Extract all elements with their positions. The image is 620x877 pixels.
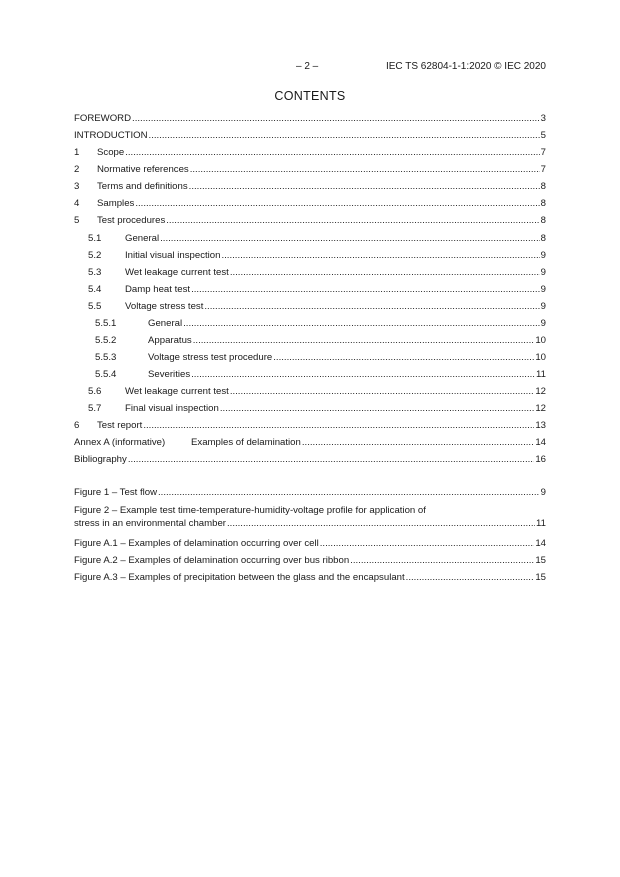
toc-entry-6[interactable] [74,419,546,432]
toc-page: 9 [540,284,546,295]
toc-entry-5-1[interactable] [74,232,546,245]
toc-entry-3[interactable] [74,180,546,193]
toc-number: 5.2 [88,250,102,261]
toc-number: 6 [74,420,80,431]
toc-leader [406,572,535,584]
toc-entry-5-5[interactable] [74,300,546,313]
toc-number: Annex A (informative) [74,437,166,448]
toc-page: 7 [540,164,546,175]
toc-leader [189,181,540,193]
toc-page: 11 [536,369,546,380]
figure-label: Figure 1 – Test flow [74,487,158,498]
toc-label: Damp heat test [125,284,191,295]
toc-entry-foreword[interactable] [74,112,546,125]
toc-page: 10 [535,335,546,346]
toc-page: 14 [535,437,546,448]
toc-label: Scope [97,147,125,158]
toc-entry-5-3[interactable] [74,266,546,279]
toc-entry-1[interactable] [74,146,546,159]
toc-leader [135,198,539,210]
toc-leader [125,147,539,159]
toc-leader [183,318,540,330]
figure-entry-a3[interactable] [74,571,546,584]
figure-entry-a2[interactable] [74,554,546,567]
toc-page: 9 [540,267,546,278]
toc-page: 16 [535,454,546,465]
toc-label: Terms and definitions [97,181,188,192]
toc-number: 5 [74,215,80,226]
figure-page: 15 [535,555,546,566]
toc-label: Bibliography [74,454,127,465]
toc-leader [191,284,540,296]
toc-label: Final visual inspection [125,403,219,414]
document-id: IEC TS 62804-1-1:2020 © IEC 2020 [385,61,546,72]
figure-label: Figure A.1 – Examples of delamination occurring over cell [74,538,319,549]
toc-page: 9 [540,250,546,261]
toc-label: Test report [97,420,143,431]
toc-entry-5-6[interactable] [74,385,546,398]
toc-entry-4[interactable] [74,197,546,210]
figure-label-line2: stress in an environmental chamber [74,517,226,529]
figure-label: Figure A.2 – Examples of delamination occurring over bus ribbon [74,555,350,566]
toc-leader [220,403,534,415]
toc-entry-5-2[interactable] [74,249,546,262]
contents-title: CONTENTS [274,89,346,103]
toc-number: 1 [74,147,80,158]
toc-entry-5-5-4[interactable] [74,368,546,381]
toc-page: 8 [540,215,546,226]
toc-label: Apparatus [148,335,192,346]
toc-entry-2[interactable] [74,163,546,176]
toc-page: 3 [540,113,546,124]
toc-label: Wet leakage current test [125,267,229,278]
toc-entry-5-5-3[interactable] [74,351,546,364]
figure-label-line1: Figure 2 – Example test time-temperature-humidity-voltage profile for application of [74,505,426,516]
toc-page: 8 [540,233,546,244]
toc-label: Normative references [97,164,189,175]
toc-label: Voltage stress test procedure [148,352,273,363]
figure-page: 15 [535,572,546,583]
toc-leader [227,518,535,531]
toc-page: 10 [535,352,546,363]
toc-entry-5-5-1[interactable] [74,317,546,330]
figure-entry-2[interactable] [74,505,546,530]
toc-leader [350,555,534,567]
figure-page: 9 [540,487,546,498]
toc-entry-bibliography[interactable] [74,453,546,466]
toc-number: 5.3 [88,267,102,278]
figure-entry-1[interactable] [74,486,546,499]
figure-page: 11 [536,517,546,529]
toc-number: 5.5 [88,301,102,312]
toc-label: Examples of delamination [191,437,301,448]
toc-leader [191,369,535,381]
toc-leader [190,164,540,176]
toc-number: 3 [74,181,80,192]
toc-number: 5.4 [88,284,102,295]
toc-leader [204,301,539,313]
toc-page: 9 [540,318,546,329]
toc-number: 5.5.2 [95,335,117,346]
toc-label: Voltage stress test [125,301,204,312]
toc-page: 8 [540,181,546,192]
toc-label: General [148,318,183,329]
toc-entry-annex-a[interactable] [74,436,546,449]
toc-number: 2 [74,164,80,175]
toc-page: 13 [535,420,546,431]
toc-entry-5-4[interactable] [74,283,546,296]
figure-label: Figure A.3 – Examples of precipitation between the glass and the encapsulant [74,572,405,583]
toc-leader [166,215,539,227]
toc-leader [221,250,539,262]
toc-entry-introduction[interactable] [74,129,546,142]
toc-page: 5 [540,130,546,141]
toc-number: 4 [74,198,80,209]
toc-label: Wet leakage current test [125,386,229,397]
toc-label: FOREWORD [74,113,132,124]
toc-label: Severities [148,369,191,380]
toc-leader [149,130,540,142]
toc-label: INTRODUCTION [74,130,148,141]
toc-number: 5.5.1 [95,318,117,329]
toc-number: 5.1 [88,233,102,244]
toc-leader [158,487,540,499]
page-header [74,60,546,74]
toc-number: 5.5.3 [95,352,117,363]
toc-leader [160,233,540,245]
figure-entry-a1[interactable] [74,537,546,550]
toc-page: 8 [540,198,546,209]
toc-leader [128,454,535,466]
toc-page: 12 [535,403,546,414]
toc-label: General [125,233,160,244]
toc-leader [273,352,534,364]
toc-leader [302,437,534,449]
figure-page: 14 [535,538,546,549]
toc-page: 9 [540,301,546,312]
toc-label: Initial visual inspection [125,250,221,261]
toc-number: 5.6 [88,386,102,397]
page-number: – 2 – [296,61,319,72]
toc-page: 12 [535,386,546,397]
toc-label: Samples [97,198,135,209]
toc-page: 7 [540,147,546,158]
toc-leader [320,538,535,550]
toc-number: 5.7 [88,403,102,414]
toc-entry-5-5-2[interactable] [74,334,546,347]
toc-number: 5.5.4 [95,369,117,380]
toc-leader [230,267,540,279]
toc-leader [132,113,540,125]
toc-leader [230,386,535,398]
toc-label: Test procedures [97,215,166,226]
toc-entry-5[interactable] [74,214,546,227]
toc-leader [143,420,534,432]
toc-entry-5-7[interactable] [74,402,546,415]
toc-leader [193,335,535,347]
